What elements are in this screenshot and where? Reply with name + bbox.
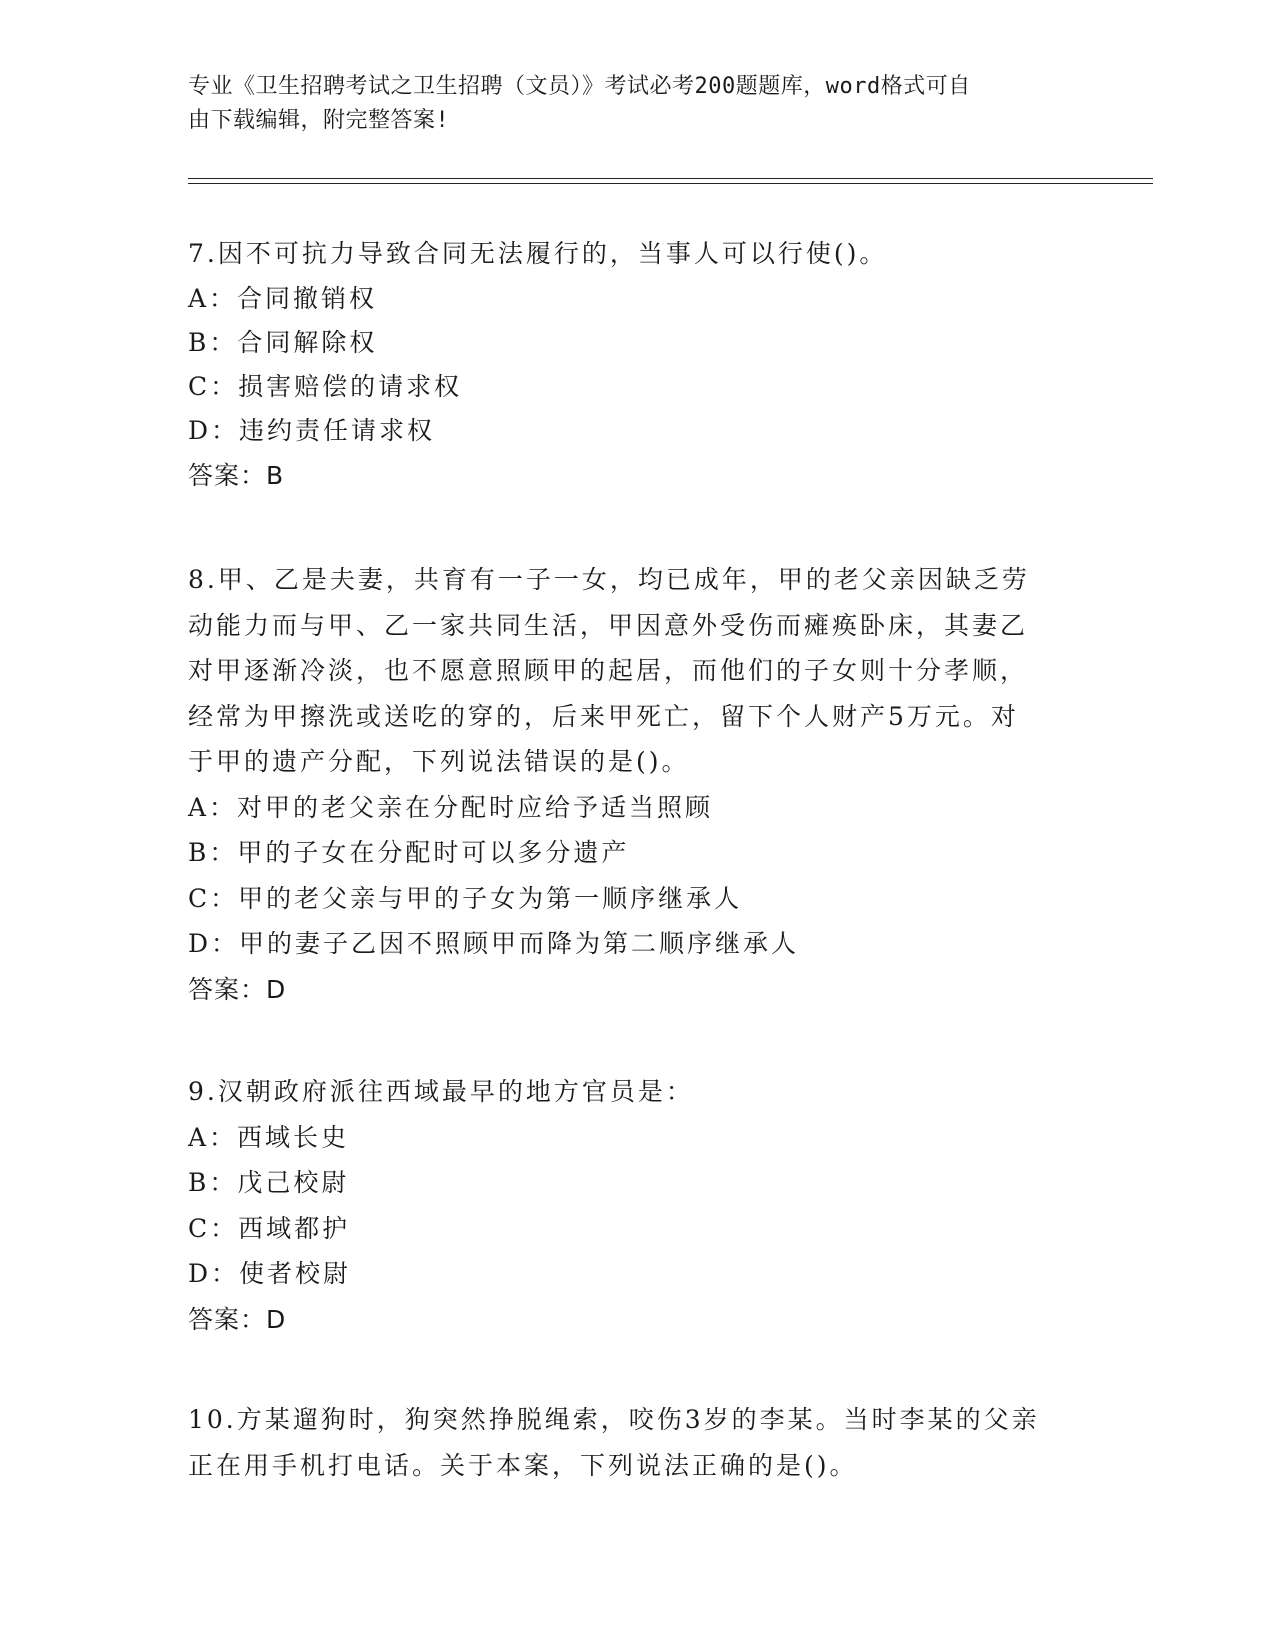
question-8-option-b: B：甲的子女在分配时可以多分遗产 [188, 838, 630, 867]
question-9-option-c: C：西域都护 [188, 1214, 351, 1243]
question-8-text-line-2: 动能力而与甲、乙一家共同生活，甲因意外受伤而瘫痪卧床，其妻乙 [188, 611, 1029, 640]
question-8-option-d: D：甲的妻子乙因不照顾甲而降为第二顺序继承人 [188, 929, 800, 958]
question-9-option-b: B：戊己校尉 [188, 1168, 350, 1197]
question-7-text: 7.因不可抗力导致合同无法履行的，当事人可以行使()。 [188, 239, 888, 268]
question-9-option-a: A：西域长史 [188, 1123, 350, 1152]
question-8-answer: 答案：D [188, 975, 287, 1004]
question-8-text-line-5: 于甲的遗产分配，下列说法错误的是()。 [188, 747, 690, 776]
question-8-text-line-3: 对甲逐渐冷淡，也不愿意照顾甲的起居，而他们的子女则十分孝顺， [188, 656, 1029, 685]
document-header [188, 70, 1068, 138]
question-8-option-c: C：甲的老父亲与甲的子女为第一顺序继承人 [188, 884, 743, 913]
header-line-2: 由下载编辑，附完整答案! [188, 108, 450, 133]
header-rule-top [188, 178, 1153, 179]
question-7-answer: 答案：B [188, 461, 285, 490]
question-9-answer: 答案：D [188, 1305, 287, 1334]
question-8-text-line-4: 经常为甲擦洗或送吃的穿的，后来甲死亡，留下个人财产5万元。对 [188, 702, 1019, 731]
question-7-option-c: C：损害赔偿的请求权 [188, 372, 463, 401]
header-rule-bottom [188, 183, 1153, 184]
question-10-text-line-2: 正在用手机打电话。关于本案，下列说法正确的是()。 [188, 1451, 858, 1480]
question-7-option-b: B：合同解除权 [188, 328, 378, 357]
question-7-option-a: A：合同撤销权 [188, 284, 378, 313]
question-9-option-d: D：使者校尉 [188, 1259, 352, 1288]
question-9-text: 9.汉朝政府派往西域最早的地方官员是： [188, 1077, 694, 1106]
question-8-option-a: A：对甲的老父亲在分配时应给予适当照顾 [188, 793, 714, 822]
question-8-text-line-1: 8.甲、乙是夫妻，共育有一子一女，均已成年，甲的老父亲因缺乏劳 [188, 565, 1030, 594]
question-10-text-line-1: 10.方某遛狗时，狗突然挣脱绳索，咬伤3岁的李某。当时李某的父亲 [188, 1405, 1040, 1434]
header-line-1: 专业《卫生招聘考试之卫生招聘（文员）》考试必考200题题库，word格式可自 [188, 74, 971, 99]
question-7-option-d: D：违约责任请求权 [188, 416, 436, 445]
